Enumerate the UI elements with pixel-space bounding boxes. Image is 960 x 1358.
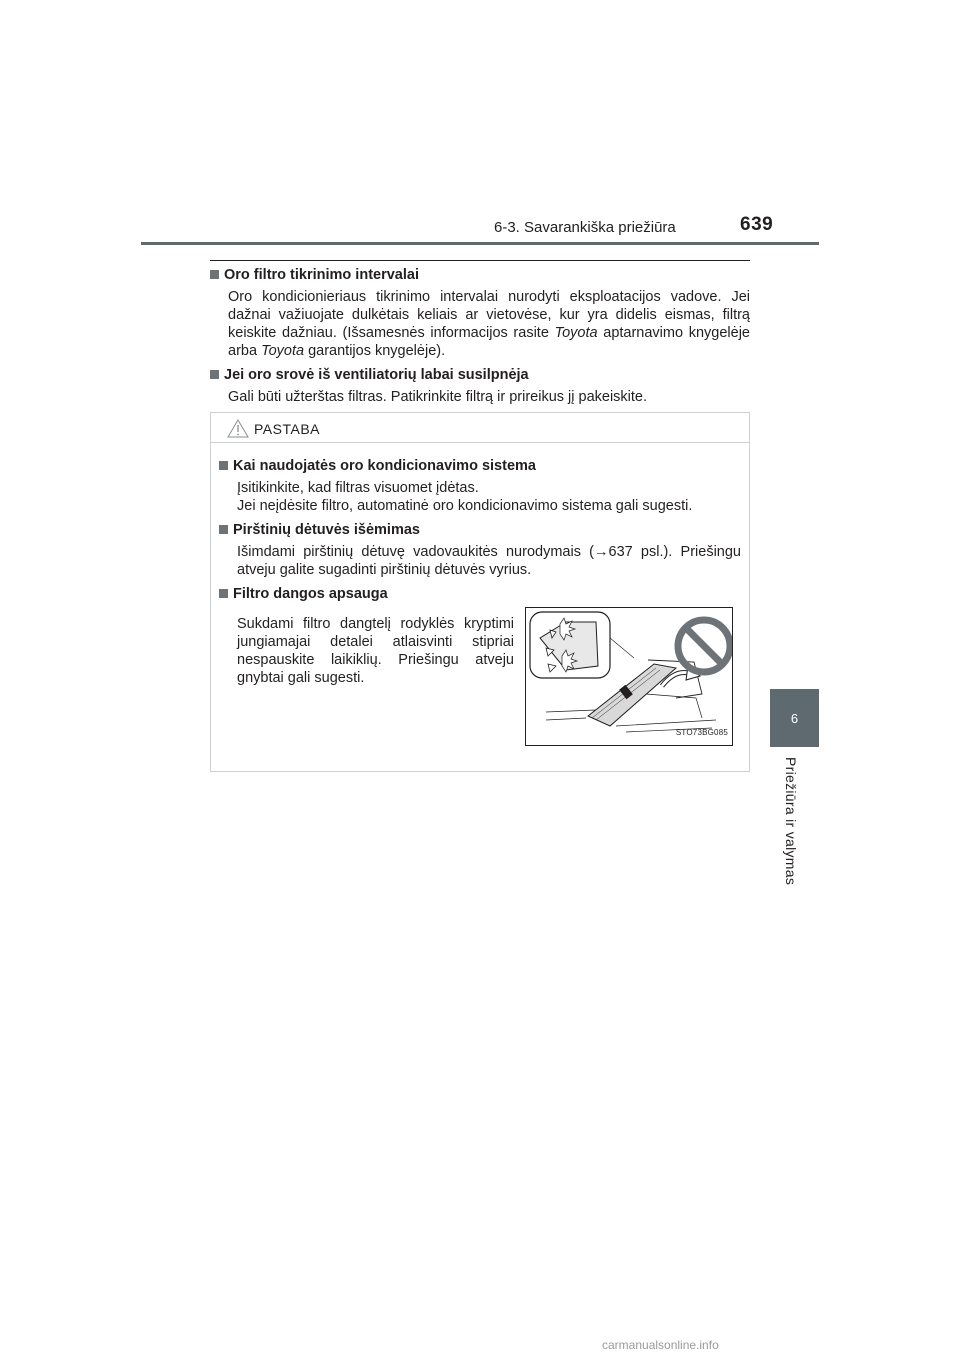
warning-triangle-icon [227,419,249,438]
notice-body [211,443,749,746]
notice-item-heading [219,521,741,539]
item-body [228,288,750,360]
notice-text: Išimdami pirštinių dėtuvę vadovaukitės nurodymais ( [237,544,594,560]
bullet-square-icon [219,525,228,534]
notice-item-body: Sukdami filtro dangtelį rodyklės kryptimi jungiamajai detalei atlaisvinti stipriai nespauskite laikiklių. Priešingu atveju gnybtai gali sugesti. [237,616,514,686]
notice-item-body [237,479,741,515]
page-number: 639 [740,214,774,235]
notice-item-heading [219,585,741,603]
item-heading [210,366,750,384]
filter-cover-illustration [525,607,733,746]
chapter-tab[interactable] [770,689,819,747]
figure-code: STO73BG085 [675,728,728,737]
brand-name: Toyota [554,325,598,341]
bullet-square-icon [210,370,219,379]
bullet-square-icon [210,270,219,279]
body-text: garantijos knygelėje). [304,343,446,359]
bullet-square-icon [219,589,228,598]
header-rule [141,242,819,245]
notice-box [210,412,750,772]
notice-text: 637 psl.). Priešingu atveju galite sugadinti pirštinių dėtuvės vyrius. [237,544,741,578]
body-text: Oro kondicionieriaus tikrinimo intervalai nurodyti eksploatacijos vadove. Jei dažnai važiuojate dulkėtais keliais ar vietovėse, kur yra didelis eismas, filtrą keiskite dažniau. (Išsamesnės informacijos rasite [228,289,750,341]
content-rule [210,260,750,261]
section-title: 6-3. Savarankiška priežiūra [494,219,676,236]
bullet-square-icon [219,461,228,470]
notice-line: Jei neįdėsite filtro, automatinė oro kondicionavimo sistema gali sugesti. [237,498,693,514]
chapter-number: 6 [790,710,799,726]
chapter-label: Priežiūra ir valymas [783,757,799,886]
notice-title: PASTABA [254,421,321,437]
notice-item-heading-text: Filtro dangos apsauga [233,586,388,602]
main-content [210,266,750,412]
notice-item-body [237,543,741,579]
item-heading [210,266,750,284]
notice-item-heading [219,457,741,475]
notice-header [211,413,749,443]
brand-name: Toyota [261,343,305,359]
notice-item-heading-text: Kai naudojatės oro kondicionavimo sistema [233,458,536,474]
notice-line: Įsitikinkite, kad filtras visuomet įdėtas. [237,480,479,496]
filter-row [219,607,741,746]
watermark: carmanualsonline.info [602,1338,719,1352]
item-heading-text: Jei oro srovė iš ventiliatorių labai susilpnėja [224,367,529,383]
body-text: aptarnavimo knygelėje arba [228,325,750,359]
item-body: Gali būti užterštas filtras. Patikrinkite filtrą ir prireikus jį pakeiskite. [228,389,648,405]
arrow-right-icon: → [594,544,609,560]
notice-item-heading-text: Pirštinių dėtuvės išėmimas [233,522,420,538]
item-heading-text: Oro filtro tikrinimo intervalai [224,267,419,283]
